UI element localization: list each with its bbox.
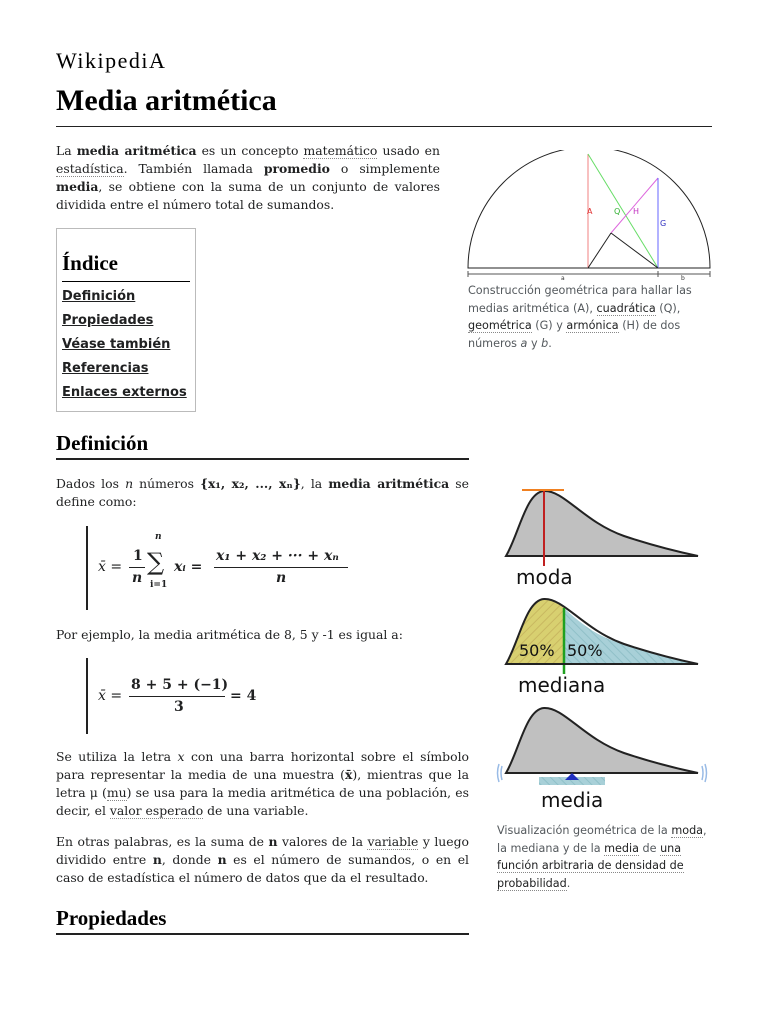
term-promedio: promedio xyxy=(263,161,330,176)
definition-paragraph: Dados los n números {x₁, x₂, ..., xₙ}, la media aritmética se define como: xyxy=(56,476,469,509)
label-media: media xyxy=(541,788,604,812)
wikipedia-logo[interactable]: WikipediA xyxy=(56,48,167,73)
link-variable[interactable]: variable xyxy=(367,834,419,849)
toc-item-vease-tambien[interactable]: Véase también xyxy=(62,337,171,352)
label-g-mean: G xyxy=(660,219,667,228)
section-heading-definicion: Definición xyxy=(56,431,149,455)
link-moda[interactable]: moda xyxy=(671,824,704,837)
intro-paragraph: La media aritmética es un concepto matemático usado en estadística. También llamada promedio o simplemente media, se obtiene con la suma de un conjunto de valores dividida entre el número total de sumandos. xyxy=(56,143,440,212)
table-of-contents xyxy=(56,228,196,412)
link-funcion-densidad[interactable]: una función arbitraria de densidad de probabilidad xyxy=(497,841,684,890)
formula-definition: x̄ = 1 n n ∑ i=1 xᵢ = x₁ + x₂ + ··· + xₙ n xyxy=(86,526,88,610)
term-media: media xyxy=(56,179,99,194)
label-b: b xyxy=(681,275,685,282)
geometric-means-diagram xyxy=(466,150,716,285)
mode-median-mean-diagram xyxy=(494,484,712,814)
label-moda: moda xyxy=(516,565,573,589)
link-media[interactable]: media xyxy=(604,841,639,855)
toc-item-enlaces-externos[interactable]: Enlaces externos xyxy=(62,385,187,400)
example-paragraph: Por ejemplo, la media aritmética de 8, 5 y -1 es igual a: xyxy=(56,627,403,642)
link-valor-esperado[interactable]: valor esperado xyxy=(109,803,204,818)
label-a-mean: A xyxy=(587,207,593,216)
label-q-mean: Q xyxy=(614,207,621,216)
figure1-caption: Construcción geométrica para hallar las medias aritmética (A), cuadrática (Q), geométrica (G) y armónica (H) de dos números a y b. xyxy=(468,284,692,350)
link-mu[interactable]: mu xyxy=(106,785,127,800)
notation-paragraph: Se utiliza la letra x con una barra horizontal sobre el símbolo para representar la media de una muestra (x̄), mientras que la letra μ (mu) se usa para la media aritmética de una población, es decir, el valor esperado de una variable. xyxy=(56,749,470,818)
figure2-caption: Visualización geométrica de la moda, la mediana y de la media de una función arbitraria de densidad de probabilidad. xyxy=(497,824,707,890)
page-title: Media aritmética xyxy=(56,84,277,117)
toc-divider xyxy=(62,281,190,282)
label-pct-right: 50% xyxy=(567,641,603,660)
set-notation: {x₁, x₂, ..., xₙ} xyxy=(200,476,301,491)
label-pct-left: 50% xyxy=(519,641,555,660)
section-heading-propiedades: Propiedades xyxy=(56,906,167,930)
section-divider-propiedades xyxy=(56,933,469,935)
toc-item-referencias[interactable]: Referencias xyxy=(62,361,149,376)
toc-item-propiedades[interactable]: Propiedades xyxy=(62,313,154,328)
term-media-aritmetica: media aritmética xyxy=(76,143,197,158)
link-estadistica[interactable]: estadística xyxy=(56,161,124,176)
link-matematico[interactable]: matemático xyxy=(303,143,378,158)
toc-title: Índice xyxy=(62,251,119,275)
label-h-mean: H xyxy=(633,207,640,216)
formula-example: x̄ = 8 + 5 + (−1) 3 = 4 xyxy=(86,658,88,734)
title-divider xyxy=(56,126,712,127)
link-geometrica[interactable]: geométrica xyxy=(468,319,532,332)
other-words-paragraph: En otras palabras, es la suma de n valores de la variable y luego dividido entre n, donde n es el número de sumandos, o en el caso de estadística el número de datos que da el resultado. xyxy=(56,834,470,885)
toc-item-definicion[interactable]: Definición xyxy=(62,289,136,304)
link-cuadratica[interactable]: cuadrática xyxy=(596,301,656,315)
label-a: a xyxy=(561,275,565,282)
link-armonica[interactable]: armónica xyxy=(566,319,619,332)
section-divider-definicion xyxy=(56,458,469,460)
label-mediana: mediana xyxy=(518,673,606,697)
